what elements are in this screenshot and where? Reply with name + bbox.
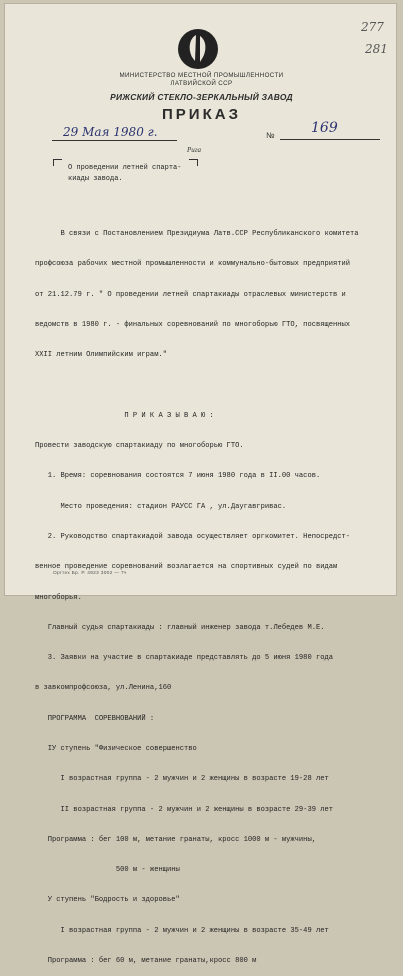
body-line: Программа : бег 60 м, метание гранаты,кросс 800 м xyxy=(35,956,257,965)
body-line: профсоюза рабочих местной промышленности и коммунально-бытовых предприятий xyxy=(35,260,351,269)
factory-name: РИЖСКИЙ СТЕКЛО-ЗЕРКАЛЬНЫЙ ЗАВОД xyxy=(110,92,293,102)
order-heading: П Р И К А З Ы В А Ю : xyxy=(35,411,214,420)
body-line: Провести заводскую спартакиаду по многоборью ГТО. xyxy=(35,442,244,451)
date-underline xyxy=(52,140,177,141)
order-subject xyxy=(68,163,181,185)
ministry-line-1: МИНИСТЕРСТВО МЕСТНОЙ ПРОМЫШЛЕННОСТИ xyxy=(119,72,284,79)
body-line: I возрастная группа - 2 мужчин и 2 женщины в возрасте 19-28 лет xyxy=(35,775,329,784)
body-line xyxy=(35,381,380,391)
city-name: Рига xyxy=(187,146,202,154)
body-line: многоборья. xyxy=(35,593,82,602)
body-line: Программа : бег 100 м, метание гранаты, кросс 1000 м - мужчины, xyxy=(35,835,316,844)
body-line: 2. Руководство спартакиадой завода осуществляет оргкомитет. Непосредст- xyxy=(35,533,351,541)
body-line: 3. Заявки на участие в спартакиаде представлять до 5 июня 1980 года xyxy=(35,654,333,663)
ministry-emblem-icon xyxy=(176,27,220,71)
handwritten-order-number: 169 xyxy=(311,120,338,136)
body-line: венное проведение соревнований возлагается на спортивных судей по видам xyxy=(35,563,338,572)
subject-bracket-left xyxy=(53,159,62,166)
body-line: от 21.12.79 г. " О проведении летней спартакиады отраслевых министерств и xyxy=(35,290,346,299)
order-body xyxy=(35,209,380,976)
body-line: II возрастная группа - 2 мужчин и 2 женщины в возрасте 29-39 лет xyxy=(35,805,333,814)
body-line: IУ ступень "Физическое совершенство xyxy=(35,744,197,753)
body-line: I возрастная группа - 2 мужчин и 2 женщины в возрасте 35-49 лет xyxy=(35,926,329,935)
body-line: ведомств в 1980 г. - финальных соревнований по многоборью ГТО, посвященных xyxy=(35,321,351,330)
print-footer: Оргтех Бр. Р. 4923 3002 — 7ч xyxy=(53,571,127,576)
subject-bracket-right xyxy=(189,159,198,166)
body-line: 500 м - женщины xyxy=(35,866,180,875)
number-underline xyxy=(280,139,380,140)
body-line: ПРОГРАММА СОРЕВНОВАНИЙ : xyxy=(35,714,155,723)
handwritten-date: 29 Мая 1980 г. xyxy=(63,125,158,139)
number-sign: № xyxy=(266,131,275,140)
document-title: ПРИКАЗ xyxy=(162,106,241,123)
body-line: Место проведения: стадион РАУСС ГА , ул.Даугавгривас. xyxy=(35,502,287,511)
body-line: В связи с Постановлением Президиума Латв.ССР Республиканского комитета xyxy=(35,230,359,239)
body-line: в завкомпрофсоюза, ул.Ленина,160 xyxy=(35,684,172,693)
body-line: Главный судья спартакиады : главный инженер завода т.Лебедев М.Е. xyxy=(35,623,325,632)
ministry-name xyxy=(0,72,403,88)
archive-mark-1: 277 xyxy=(361,20,384,34)
ministry-line-2: ЛАТВИЙСКОЙ ССР xyxy=(170,80,233,87)
archive-mark-2: 281 xyxy=(365,42,388,56)
subject-line-1: О проведении летней спарта- xyxy=(68,164,182,172)
body-line: XXII летним Олимпийским играм." xyxy=(35,351,167,360)
subject-line-2: киады завода. xyxy=(68,175,123,183)
body-line: 1. Время: соревнования состоятся 7 июня 1980 года в II.00 часов. xyxy=(35,472,321,481)
body-line: У ступень "Бодрость и здоровье" xyxy=(35,896,180,905)
